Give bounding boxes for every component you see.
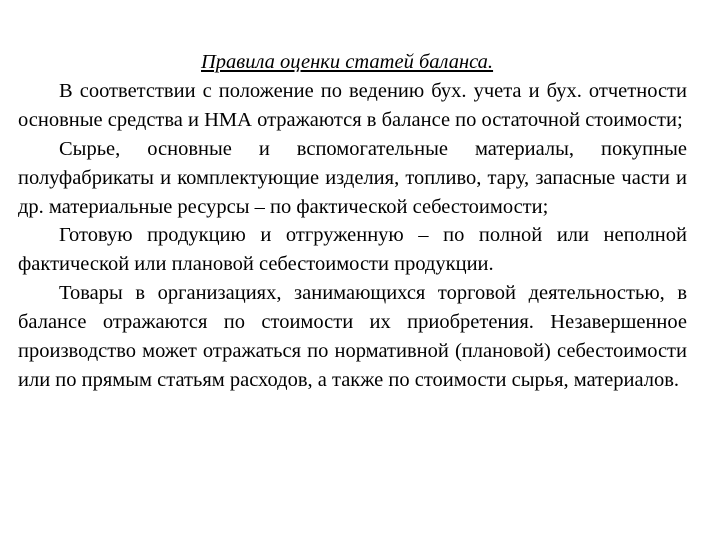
page-title: Правила оценки статей баланса. <box>201 51 494 73</box>
paragraph-goods-wip: Товары в организациях, занимающихся торговой деятельностью, в балансе отражаются по стоимости их приобретения. Незавершенное производство может отражаться по нормативной (плановой) себестоимости или по прямым статьям расходов, а также по стоимости сырья, материалов. <box>18 282 687 391</box>
paragraph-finished-goods: Готовую продукцию и отгруженную – по полной или неполной фактической или плановой себестоимости продукции. <box>18 224 687 276</box>
paragraph-raw-materials: Сырье, основные и вспомогательные материалы, покупные полуфабрикаты и комплектующие изделия, топливо, тару, запасные части и др. материальные ресурсы – по фактической себестоимости; <box>18 137 687 218</box>
paragraph-fixed-assets: В соответствии с положение по ведению бух. учета и бух. отчетности основные средства и НМА отражаются в балансе по остаточной стоимости; <box>18 79 687 131</box>
text-body <box>18 48 687 395</box>
